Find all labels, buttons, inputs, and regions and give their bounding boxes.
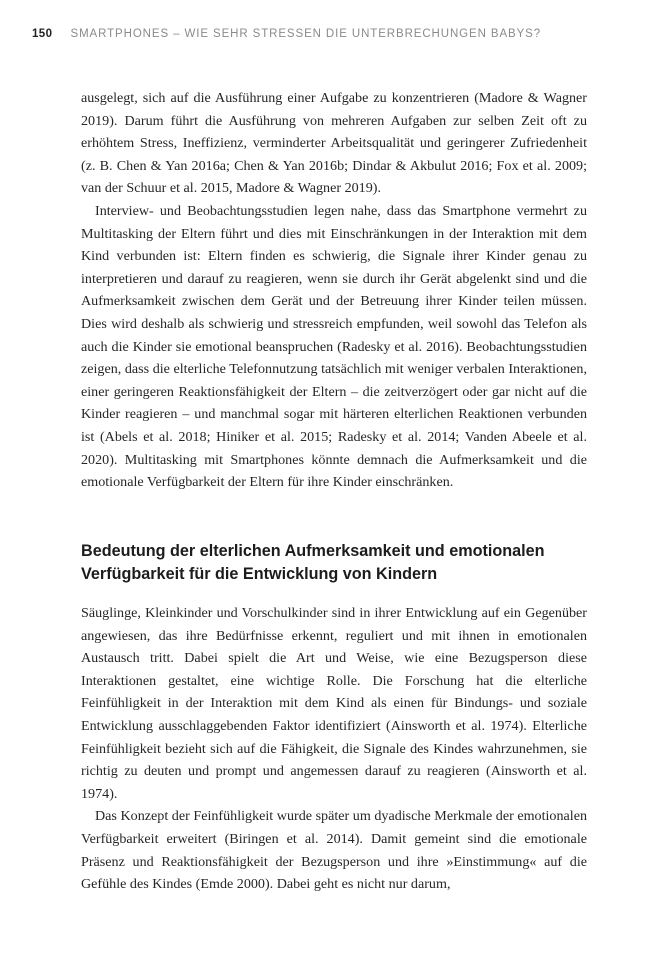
paragraph-1: ausgelegt, sich auf die Ausführung einer Aufgabe zu konzentrieren (Madore & Wagner 2019). Darum führt die Ausführung von mehreren Aufgaben zur selben Zeit oft zu erhöhtem Stress, Ineffizienz, verminderter Arbeitsqualität und geringerer Zufriedenheit (z. B. Chen & Yan 2016a; Chen & Yan 2016b; Dindar & Akbulut 2016; Fox et al. 2009; van der Schuur et al. 2015, Madore & Wagner 2019).: [81, 90, 587, 197]
section-2-text: [81, 602, 587, 896]
section-heading: Bedeutung der elterlichen Aufmerksamkeit und emotionalen Verfügbarkeit für die Entwicklung von Kindern: [81, 542, 545, 583]
paragraph-4: Das Konzept der Feinfühligkeit wurde später um dyadische Merkmale der emotionalen Verfügbarkeit erweitert (Biringen et al. 2014). Damit gemeint sind die emotionale Präsenz und Reaktionsfähigkeit der Bezugsperson und ihre »Einstimmung« auf die Gefühle des Kindes (Emde 2000). Dabei geht es nicht nur darum,: [81, 808, 587, 893]
section-1-text: [81, 87, 587, 494]
page-number: 150: [32, 28, 53, 40]
paragraph-3: Säuglinge, Kleinkinder und Vorschulkinder sind in ihrer Entwicklung auf ein Gegenüber angewiesen, das ihre Bedürfnisse erkennt, reguliert und mit ihnen in emotionalen Austausch tritt. Dabei spielt die Art und Weise, wie eine Bezugsperson diese Interaktionen gestaltet, eine wichtige Rolle. Die Forschung hat die elterliche Feinfühligkeit in der Interaktion mit dem Kind als einen für Bindungs- und soziale Entwicklung ausschlaggebenden Faktor identifiziert (Ainsworth et al. 1974). Elterliche Feinfühligkeit bezieht sich auf die Fähigkeit, die Signale des Kindes wahrzunehmen, sie richtig zu deuten und prompt und angemessen darauf zu reagieren (Ainsworth et al. 1974).: [81, 605, 587, 802]
running-title: SMARTPHONES – WIE SEHR STRESSEN DIE UNTERBRECHUNGEN BABYS?: [70, 28, 542, 40]
paragraph-2: Interview- und Beobachtungsstudien legen nahe, dass das Smartphone vermehrt zu Multitasking der Eltern führt und dies mit Einschränkungen in der Interaktion mit dem Kind verbunden ist: Eltern finden es schwierig, die Signale ihrer Kinder genau zu interpretieren und darauf zu reagieren, wenn sie durch ihr Gerät abgelenkt sind und die Aufmerksamkeit zwischen dem Gerät und der Betreuung ihrer Kinder teilen müssen. Dies wird deshalb als schwierig und stressreich empfunden, weil sowohl das Telefon als auch die Kinder sie emotional beanspruchen (Radesky et al. 2016). Beobachtungsstudien zeigen, dass die elterliche Telefonnutzung tatsächlich mit weniger verbalen Interaktionen, einer geringeren Reaktionsfähigkeit der Eltern – die zeitverzögert oder gar nicht auf die Kinder reagieren – und manchmal sogar mit härteren elterlichen Reaktionen verbunden ist (Abels et al. 2018; Hiniker et al. 2015; Radesky et al. 2014; Vanden Abeele et al. 2020). Multitasking mit Smartphones könnte demnach die Aufmerksamkeit und die emotionale Verfügbarkeit der Eltern für ihre Kinder einschränken.: [81, 202, 587, 491]
running-head: [32, 28, 622, 40]
